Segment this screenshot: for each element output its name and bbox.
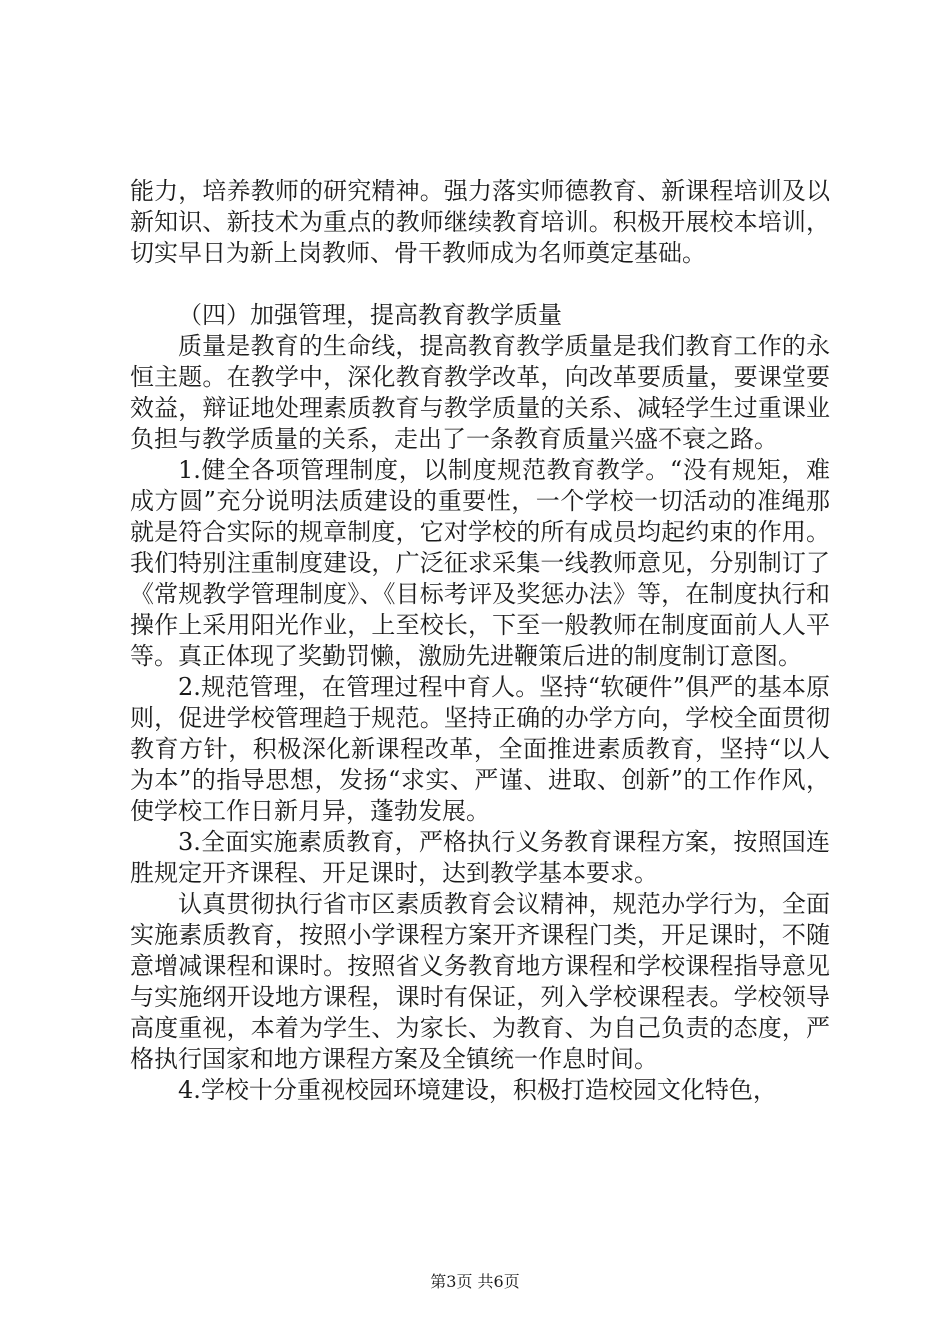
document-body [130, 176, 830, 1106]
page-footer: 第3页 共6页 [430, 1272, 520, 1291]
paragraph-continuation: 能力，培养教师的研究精神。强力落实师德教育、新课程培训及以新知识、新技术为重点的教师继续教育培训。积极开展校本培训，切实早日为新上岗教师、骨干教师成为名师奠定基础。 [130, 177, 830, 267]
paragraph-item-1: 1.健全各项管理制度，以制度规范教育教学。“没有规矩，难成方圆”充分说明法质建设的重要性，一个学校一切活动的准绳那就是符合实际的规章制度，它对学校的所有成员均起约束的作用。我们特别注重制度建设，广泛征求采集一线教师意见，分别制订了《常规教学管理制度》、《目标考评及奖惩办法》等，在制度执行和操作上采用阳光作业，上至校长，下至一般教师在制度面前人人平等。真正体现了奖勤罚懒，激励先进鞭策后进的制度制订意图。 [130, 456, 830, 670]
section-heading: （四）加强管理，提高教育教学质量 [178, 301, 562, 329]
paragraph-item-4: 4.学校十分重视校园环境建设，积极打造校园文化特色， [178, 1076, 777, 1104]
paragraph-item-3-detail: 认真贯彻执行省市区素质教育会议精神，规范办学行为，全面实施素质教育，按照小学课程方案开齐课程门类，开足课时，不随意增减课程和课时。按照省义务教育地方课程和学校课程指导意见与实施纲开设地方课程，课时有保证，列入学校课程表。学校领导高度重视，本着为学生、为家长、为教育、为自己负责的态度，严格执行国家和地方课程方案及全镇统一作息时间。 [130, 890, 830, 1073]
paragraph-item-2: 2.规范管理，在管理过程中育人。坚持“软硬件”俱严的基本原则，促进学校管理趋于规范。坚持正确的办学方向，学校全面贯彻教育方针，积极深化新课程改革，全面推进素质教育，坚持“以人为本”的指导思想，发扬“求实、严谨、进取、创新”的工作作风，使学校工作日新月异，蓬勃发展。 [130, 673, 830, 825]
paragraph-item-3: 3.全面实施素质教育，严格执行义务教育课程方案，按照国连胜规定开齐课程、开足课时，达到教学基本要求。 [130, 828, 830, 887]
paragraph-quality-intro: 质量是教育的生命线，提高教育教学质量是我们教育工作的永恒主题。在教学中，深化教育教学改革，向改革要质量，要课堂要效益，辩证地处理素质教育与教学质量的关系、减轻学生过重课业负担与教学质量的关系，走出了一条教育质量兴盛不衰之路。 [130, 332, 830, 453]
